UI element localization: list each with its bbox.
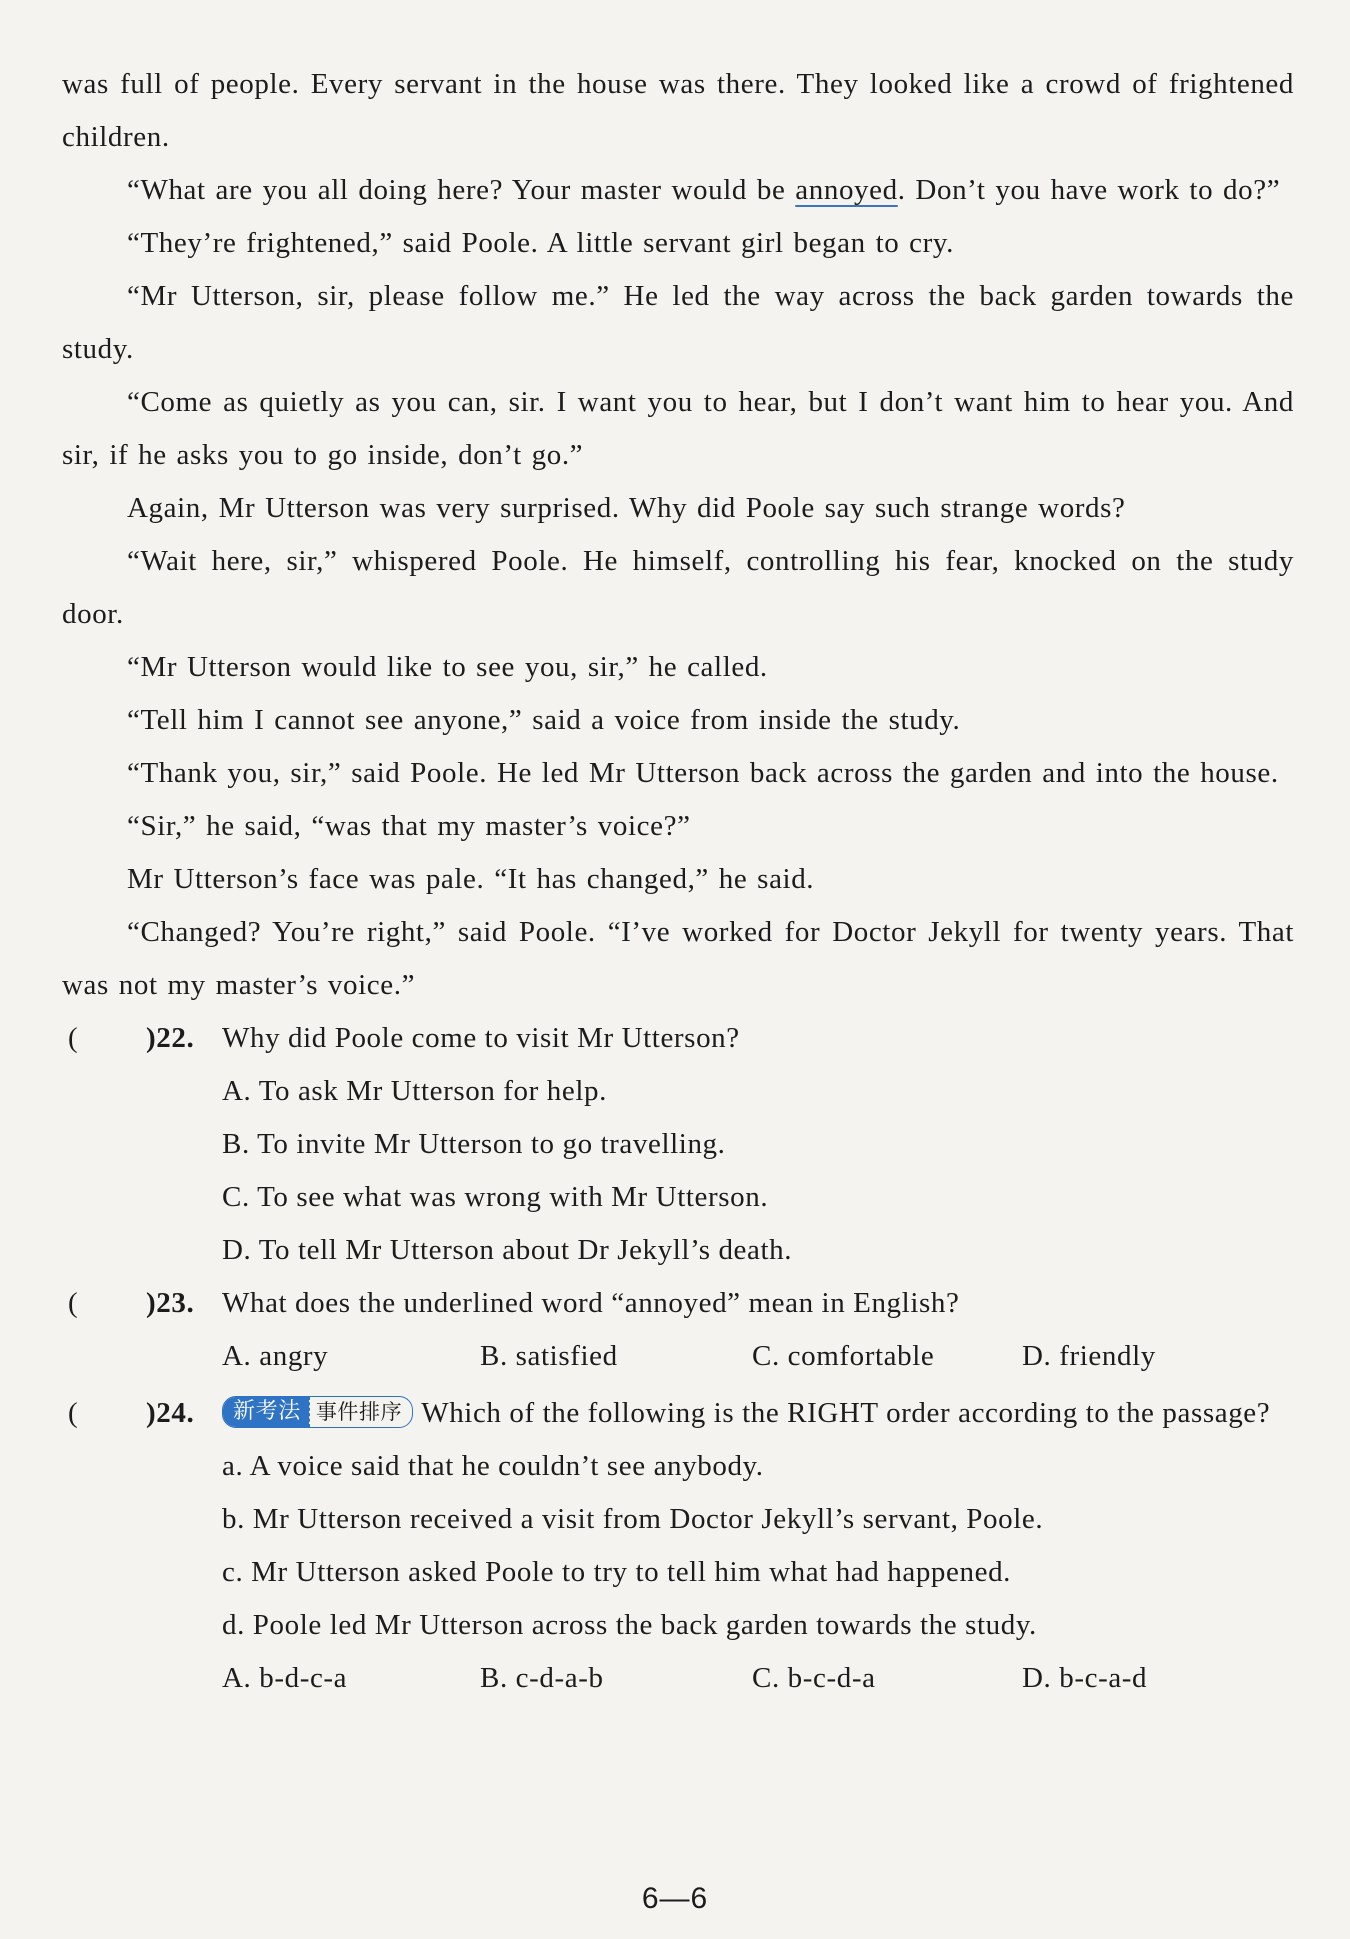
passage-paragraph-5: “Come as quietly as you can, sir. I want you to hear, but I don’t want him to hear you. And sir, if he asks you to go inside, don’t go.”: [62, 386, 1294, 471]
option-b: B. satisfied: [480, 1340, 618, 1372]
passage-paragraph-2: [62, 164, 1294, 217]
new-method-tag: [222, 1396, 413, 1428]
question-number: )22.: [146, 1022, 195, 1054]
passage-paragraph-12: Mr Utterson’s face was pale. “It has changed,” he said.: [127, 863, 815, 895]
document-page: [62, 58, 1294, 1705]
event-a: a. A voice said that he couldn’t see anybody.: [222, 1450, 764, 1482]
passage-paragraph-6: Again, Mr Utterson was very surprised. Why did Poole say such strange words?: [127, 492, 1126, 524]
question-24: [62, 1387, 1294, 1440]
passage-paragraph-11: “Sir,” he said, “was that my master’s voice?”: [127, 810, 691, 842]
event-d: d. Poole led Mr Utterson across the back garden towards the study.: [222, 1609, 1037, 1641]
option-a: A. To ask Mr Utterson for help.: [222, 1075, 607, 1107]
answer-paren: (: [68, 1022, 79, 1054]
event-b: b. Mr Utterson received a visit from Doctor Jekyll’s servant, Poole.: [222, 1503, 1044, 1535]
option-b: B. c-d-a-b: [480, 1662, 604, 1694]
passage-paragraph-10: “Thank you, sir,” said Poole. He led Mr Utterson back across the garden and into the house.: [127, 757, 1279, 789]
page-number: 6—6: [641, 1882, 709, 1915]
option-a: A. b-d-c-a: [222, 1662, 348, 1694]
answer-paren: (: [68, 1397, 79, 1429]
event-c: c. Mr Utterson asked Poole to try to tell him what had happened.: [222, 1556, 1012, 1588]
question-text-block: [222, 1387, 1294, 1440]
option-d: D. b-c-a-d: [1022, 1662, 1148, 1694]
question-number: )23.: [146, 1287, 195, 1319]
tag-main-label: 新考法: [223, 1397, 309, 1427]
passage-text: . Don’t you have work to do?”: [897, 174, 1281, 206]
passage-paragraph-4: “Mr Utterson, sir, please follow me.” He led the way across the back garden towards the study.: [62, 280, 1294, 365]
underlined-word-annoyed: annoyed: [795, 174, 898, 206]
question-text: Why did Poole come to visit Mr Utterson?: [222, 1022, 740, 1054]
passage-paragraph-8: “Mr Utterson would like to see you, sir,” he called.: [127, 651, 768, 683]
option-a: A. angry: [222, 1340, 329, 1372]
passage-paragraph-13: “Changed? You’re right,” said Poole. “I’ve worked for Doctor Jekyll for twenty years. That was not my master’s voice.”: [62, 916, 1294, 1001]
tag-sub-label: 事件排序: [309, 1397, 412, 1427]
question-text: Which of the following is the RIGHT order according to the passage?: [421, 1397, 1271, 1429]
option-c: C. To see what was wrong with Mr Utterson.: [222, 1181, 769, 1213]
options-row: [222, 1652, 1294, 1705]
question-text: What does the underlined word “annoyed” mean in English?: [222, 1287, 960, 1319]
option-c: C. b-c-d-a: [752, 1662, 876, 1694]
passage-paragraph-3: “They’re frightened,” said Poole. A little servant girl began to cry.: [127, 227, 954, 259]
passage-paragraph-7: “Wait here, sir,” whispered Poole. He himself, controlling his fear, knocked on the study door.: [62, 545, 1294, 630]
question-23: [62, 1277, 1294, 1330]
option-b: B. To invite Mr Utterson to go travelling.: [222, 1128, 726, 1160]
passage-paragraph-9: “Tell him I cannot see anyone,” said a voice from inside the study.: [127, 704, 961, 736]
option-d: D. To tell Mr Utterson about Dr Jekyll’s death.: [222, 1234, 793, 1266]
answer-paren: (: [68, 1287, 79, 1319]
question-22: [62, 1012, 1294, 1065]
option-c: C. comfortable: [752, 1340, 935, 1372]
passage-paragraph-1: was full of people. Every servant in the house was there. They looked like a crowd of frightened children.: [62, 68, 1294, 153]
question-number: )24.: [146, 1397, 195, 1429]
passage-text: “What are you all doing here? Your master would be: [127, 174, 796, 206]
option-d: D. friendly: [1022, 1340, 1156, 1372]
options-row: [222, 1330, 1294, 1383]
